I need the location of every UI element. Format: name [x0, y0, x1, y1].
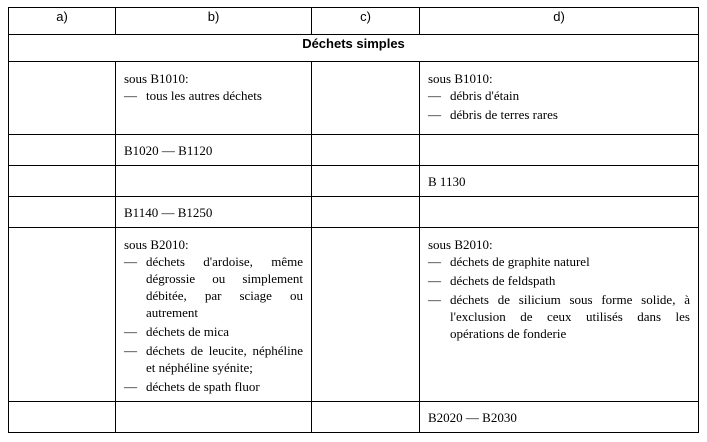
cell-a — [9, 197, 116, 228]
cell-text: B 1130 — [428, 174, 466, 189]
list-item-text: tous les autres déchets — [146, 88, 262, 103]
cell-text: B1020 — B1120 — [124, 143, 213, 158]
dash-mark: — — [124, 88, 137, 103]
cell-heading: sous B1010: — [428, 71, 493, 86]
section-title: Déchets simples — [9, 35, 699, 62]
table-row — [9, 135, 699, 166]
list-item — [428, 253, 690, 270]
list-item — [428, 106, 690, 123]
cell-a — [9, 135, 116, 166]
column-header-b: b) — [116, 8, 312, 35]
dash-list — [124, 253, 303, 395]
column-header-d: d) — [420, 8, 699, 35]
table-row — [9, 166, 699, 197]
cell-text: B2020 — B2030 — [428, 410, 517, 425]
cell-c — [312, 166, 420, 197]
column-header-a: a) — [9, 8, 116, 35]
cell-b — [116, 197, 312, 228]
list-item — [124, 342, 303, 376]
cell-c — [312, 197, 420, 228]
list-item-text: déchets de silicium sous forme solide, à l'exclusion de ceux utilisés dans les opérations de fonderie — [450, 292, 690, 341]
dash-mark: — — [428, 254, 441, 269]
list-item-text: déchets de leucite, néphéline et néphéline syénite; — [146, 343, 303, 375]
cell-a — [9, 402, 116, 433]
cell-d — [420, 62, 699, 135]
list-item-text: débris de terres rares — [450, 107, 558, 122]
table-row — [9, 402, 699, 433]
column-header-c: c) — [312, 8, 420, 35]
cell-a — [9, 62, 116, 135]
cell-c — [312, 62, 420, 135]
dash-mark: — — [428, 107, 441, 122]
dash-mark: — — [428, 292, 441, 307]
list-item-text: déchets de graphite naturel — [450, 254, 590, 269]
list-item-text: déchets d'ardoise, même dégrossie ou simplement débitée, par sciage ou autrement — [146, 254, 303, 320]
dash-mark: — — [428, 273, 441, 288]
cell-b — [116, 166, 312, 197]
cell-b — [116, 228, 312, 402]
cell-b — [116, 62, 312, 135]
cell-b — [116, 402, 312, 433]
list-item-text: débris d'étain — [450, 88, 520, 103]
cell-d — [420, 135, 699, 166]
cell-d — [420, 166, 699, 197]
list-item-text: déchets de feldspath — [450, 273, 556, 288]
column-header-row — [9, 8, 699, 35]
list-item — [124, 323, 303, 340]
list-item-text: déchets de mica — [146, 324, 230, 339]
list-item-text: déchets de spath fluor — [146, 379, 260, 394]
dash-list — [124, 87, 303, 104]
cell-b — [116, 135, 312, 166]
list-item — [124, 253, 303, 321]
section-row — [9, 35, 699, 62]
cell-d — [420, 228, 699, 402]
cell-d — [420, 197, 699, 228]
dash-list — [428, 87, 690, 123]
list-item — [428, 87, 690, 104]
dash-mark: — — [124, 324, 137, 339]
dash-mark: — — [124, 343, 137, 358]
list-item — [428, 272, 690, 289]
cell-c — [312, 135, 420, 166]
dash-mark: — — [428, 88, 441, 103]
table-row — [9, 62, 699, 135]
cell-heading: sous B1010: — [124, 71, 189, 86]
dash-mark: — — [124, 379, 137, 394]
dash-mark: — — [124, 254, 137, 269]
cell-c — [312, 402, 420, 433]
cell-d — [420, 402, 699, 433]
cell-a — [9, 166, 116, 197]
cell-heading: sous B2010: — [124, 237, 189, 252]
cell-a — [9, 228, 116, 402]
cell-c — [312, 228, 420, 402]
cell-heading: sous B2010: — [428, 237, 493, 252]
table-row — [9, 197, 699, 228]
list-item — [428, 291, 690, 342]
cell-text: B1140 — B1250 — [124, 205, 213, 220]
list-item — [124, 87, 303, 104]
dash-list — [428, 253, 690, 342]
list-item — [124, 378, 303, 395]
waste-list-table — [8, 7, 699, 433]
table-row — [9, 228, 699, 402]
